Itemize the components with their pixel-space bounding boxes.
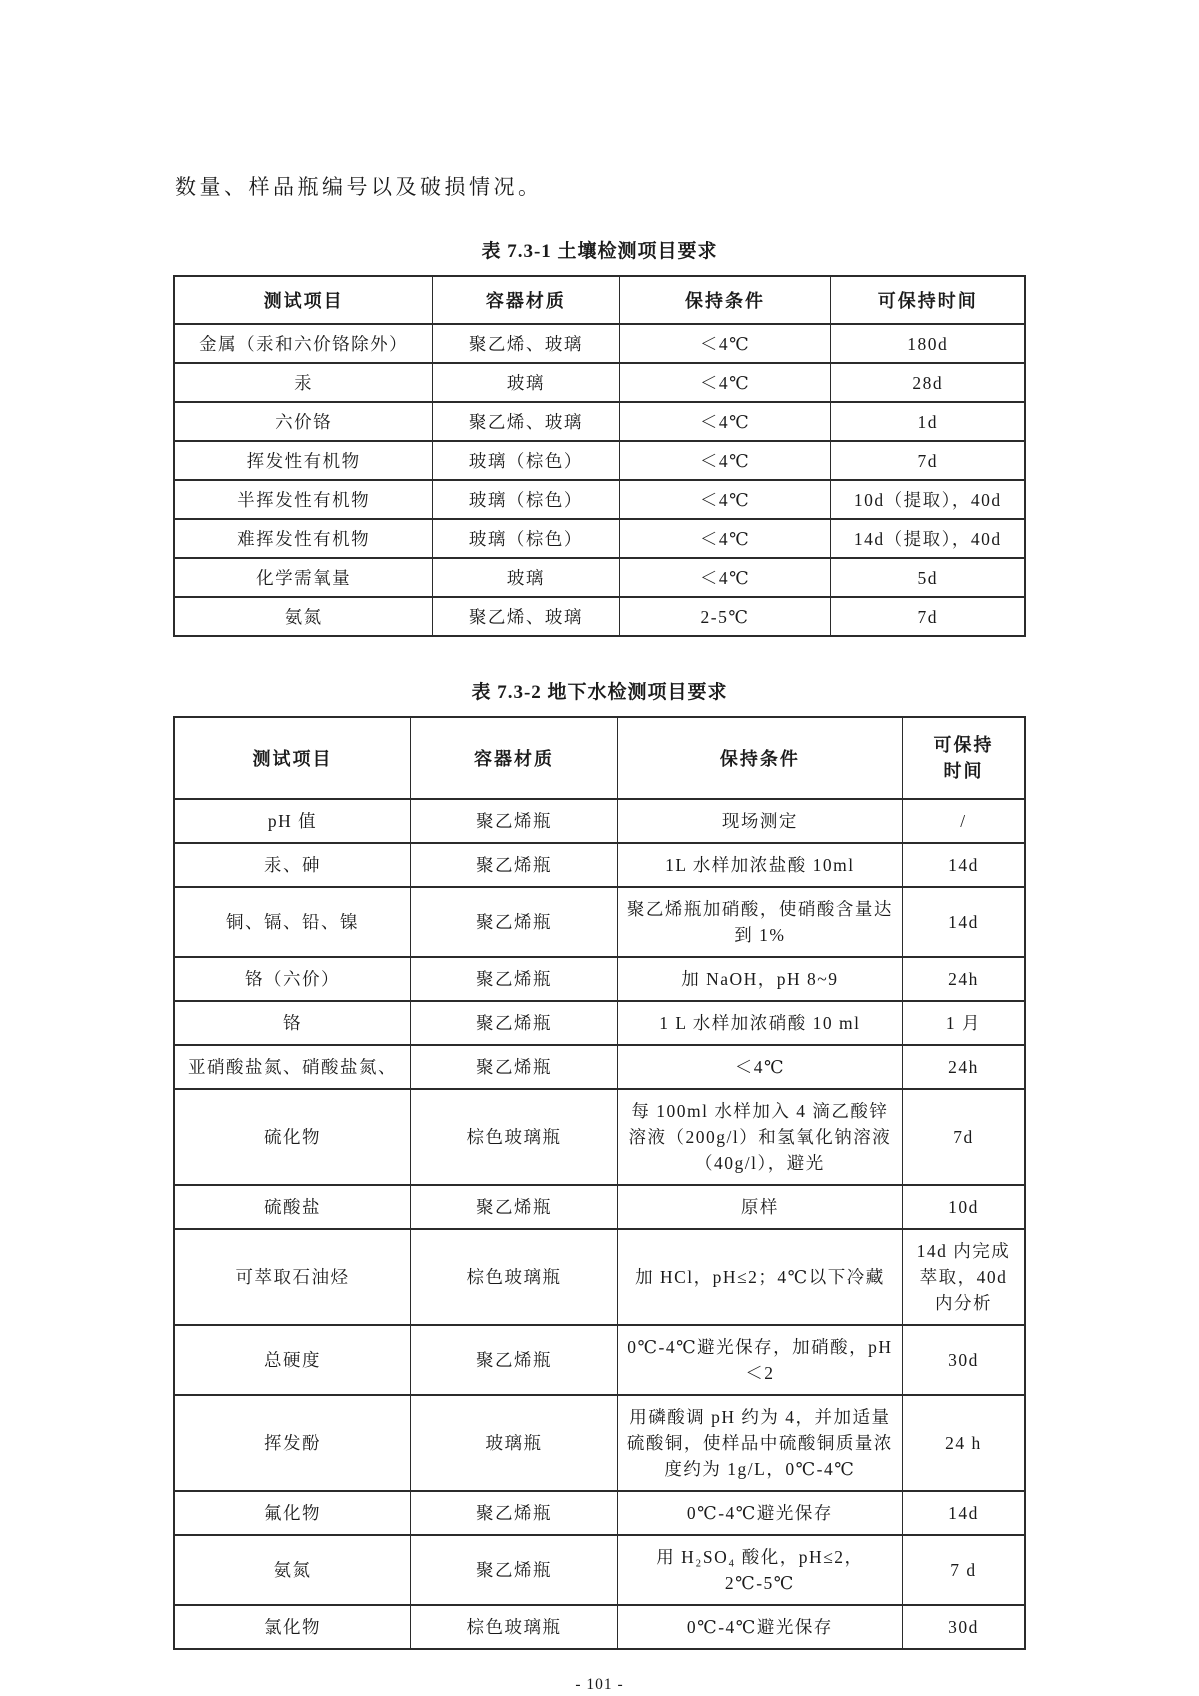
table-cell: 原样 — [617, 1185, 902, 1229]
column-header-holding-time: 可保持时间 — [831, 276, 1025, 324]
table-cell: 铜、镉、铅、镍 — [174, 887, 411, 957]
table-row — [174, 597, 1025, 636]
table-cell: 聚乙烯瓶 — [411, 1491, 618, 1535]
table-cell: 24h — [902, 957, 1025, 1001]
table-row — [174, 1491, 1025, 1535]
table-cell: 14d — [902, 843, 1025, 887]
table-cell: 玻璃 — [433, 363, 619, 402]
table-row — [174, 402, 1025, 441]
table-row — [174, 1185, 1025, 1229]
table-cell: 1d — [831, 402, 1025, 441]
table-cell: 用 H₂SO₄ 酸化，pH≤2，2℃-5℃ — [617, 1535, 902, 1605]
table1-body — [174, 324, 1025, 636]
table-cell: 聚乙烯瓶 — [411, 1535, 618, 1605]
table-row — [174, 1395, 1025, 1491]
table-cell: 加 HCl，pH≤2；4℃以下冷藏 — [617, 1229, 902, 1325]
table-cell: 聚乙烯瓶 — [411, 887, 618, 957]
table-cell: 用磷酸调 pH 约为 4，并加适量硫酸铜，使样品中硫酸铜质量浓度约为 1g/L，0℃-4℃ — [617, 1395, 902, 1491]
table-cell: 0℃-4℃避光保存，加硝酸，pH＜2 — [617, 1325, 902, 1395]
table-cell: 玻璃（棕色） — [433, 519, 619, 558]
table-cell: 棕色玻璃瓶 — [411, 1229, 618, 1325]
table-cell: 7d — [831, 441, 1025, 480]
table-cell: 六价铬 — [174, 402, 433, 441]
table-cell: 24 h — [902, 1395, 1025, 1491]
table-cell: 30d — [902, 1325, 1025, 1395]
table-cell: 0℃-4℃避光保存 — [617, 1605, 902, 1649]
column-header-container-material: 容器材质 — [433, 276, 619, 324]
table-row — [174, 799, 1025, 843]
table-cell: 聚乙烯瓶 — [411, 1045, 618, 1089]
table-cell: 10d（提取），40d — [831, 480, 1025, 519]
table2-header-row — [174, 717, 1025, 799]
table-cell: 聚乙烯、玻璃 — [433, 402, 619, 441]
table-cell: 1 L 水样加浓硝酸 10 ml — [617, 1001, 902, 1045]
table-row — [174, 1535, 1025, 1605]
table-cell: 亚硝酸盐氮、硝酸盐氮、 — [174, 1045, 411, 1089]
column-header-test-item: 测试项目 — [174, 276, 433, 324]
table-cell: 14d — [902, 887, 1025, 957]
table-cell: 硫化物 — [174, 1089, 411, 1185]
table-row — [174, 519, 1025, 558]
table-cell: ＜4℃ — [619, 519, 831, 558]
table-row — [174, 843, 1025, 887]
table-cell: 汞 — [174, 363, 433, 402]
table-cell: 玻璃（棕色） — [433, 480, 619, 519]
table-cell: 0℃-4℃避光保存 — [617, 1491, 902, 1535]
column-header-test-item: 测试项目 — [174, 717, 411, 799]
column-header-holding-condition: 保持条件 — [617, 717, 902, 799]
table-row — [174, 480, 1025, 519]
table-cell: 总硬度 — [174, 1325, 411, 1395]
column-header-holding-time: 可保持时间 — [902, 717, 1025, 799]
table-cell: 化学需氧量 — [174, 558, 433, 597]
table-cell: 加 NaOH，pH 8~9 — [617, 957, 902, 1001]
table-cell: 14d — [902, 1491, 1025, 1535]
table-cell: / — [902, 799, 1025, 843]
table1-title: 表 7.3-1 土壤检测项目要求 — [481, 241, 718, 262]
table-row — [174, 1325, 1025, 1395]
table-cell: 24h — [902, 1045, 1025, 1089]
table-cell: 28d — [831, 363, 1025, 402]
table-cell: 氨氮 — [174, 597, 433, 636]
table-cell: 180d — [831, 324, 1025, 363]
table-cell: 玻璃瓶 — [411, 1395, 618, 1491]
table-cell: 氯化物 — [174, 1605, 411, 1649]
soil-test-table — [173, 275, 1026, 637]
table-cell: ＜4℃ — [619, 480, 831, 519]
groundwater-test-table — [173, 716, 1026, 1650]
table-cell: 聚乙烯瓶 — [411, 799, 618, 843]
table-cell: 玻璃（棕色） — [433, 441, 619, 480]
table-cell: ＜4℃ — [617, 1045, 902, 1089]
column-header-holding-condition: 保持条件 — [619, 276, 831, 324]
table2-body — [174, 799, 1025, 1649]
table-row — [174, 887, 1025, 957]
table-cell: 棕色玻璃瓶 — [411, 1605, 618, 1649]
table-cell: 聚乙烯、玻璃 — [433, 597, 619, 636]
table-row — [174, 1001, 1025, 1045]
table-row — [174, 324, 1025, 363]
table-row — [174, 558, 1025, 597]
table-cell: 1 月 — [902, 1001, 1025, 1045]
table-cell: ＜4℃ — [619, 402, 831, 441]
page-number: - 101 - — [575, 1676, 624, 1693]
table-cell: 1L 水样加浓盐酸 10ml — [617, 843, 902, 887]
table-cell: 7 d — [902, 1535, 1025, 1605]
table-cell: 汞、砷 — [174, 843, 411, 887]
table-cell: 7d — [831, 597, 1025, 636]
table-cell: 2-5℃ — [619, 597, 831, 636]
table-cell: 棕色玻璃瓶 — [411, 1089, 618, 1185]
table-cell: 30d — [902, 1605, 1025, 1649]
table-cell: 聚乙烯、玻璃 — [433, 324, 619, 363]
table-cell: 硫酸盐 — [174, 1185, 411, 1229]
table-cell: 难挥发性有机物 — [174, 519, 433, 558]
table-cell: 半挥发性有机物 — [174, 480, 433, 519]
table-row — [174, 441, 1025, 480]
table-cell: 14d（提取），40d — [831, 519, 1025, 558]
paragraph-text: 数量、样品瓶编号以及破损情况。 — [175, 175, 543, 199]
table-cell: 玻璃 — [433, 558, 619, 597]
table1-header-row — [174, 276, 1025, 324]
table-cell: 聚乙烯瓶 — [411, 1185, 618, 1229]
table-cell: 5d — [831, 558, 1025, 597]
table-row — [174, 1089, 1025, 1185]
table-cell: 聚乙烯瓶加硝酸，使硝酸含量达到 1% — [617, 887, 902, 957]
table-cell: 聚乙烯瓶 — [411, 843, 618, 887]
table-cell: 每 100ml 水样加入 4 滴乙酸锌溶液（200g/l）和氢氧化钠溶液（40g/l），避光 — [617, 1089, 902, 1185]
table-cell: 铬（六价） — [174, 957, 411, 1001]
table-cell: 挥发性有机物 — [174, 441, 433, 480]
table-cell: 挥发酚 — [174, 1395, 411, 1491]
table-row — [174, 1605, 1025, 1649]
table-cell: ＜4℃ — [619, 363, 831, 402]
table-cell: 聚乙烯瓶 — [411, 957, 618, 1001]
table-cell: 10d — [902, 1185, 1025, 1229]
table-cell: 现场测定 — [617, 799, 902, 843]
table-row — [174, 957, 1025, 1001]
table-row — [174, 1229, 1025, 1325]
column-header-container-material: 容器材质 — [411, 717, 618, 799]
table-cell: 可萃取石油烃 — [174, 1229, 411, 1325]
table-cell: ＜4℃ — [619, 558, 831, 597]
table-cell: 聚乙烯瓶 — [411, 1001, 618, 1045]
table2-title: 表 7.3-2 地下水检测项目要求 — [471, 682, 728, 703]
table-cell: ＜4℃ — [619, 441, 831, 480]
table-cell: 氨氮 — [174, 1535, 411, 1605]
table-cell: pH 值 — [174, 799, 411, 843]
table-cell: 7d — [902, 1089, 1025, 1185]
document-page — [173, 0, 1026, 1694]
table-cell: 14d 内完成萃取，40d 内分析 — [902, 1229, 1025, 1325]
table-cell: 聚乙烯瓶 — [411, 1325, 618, 1395]
table-row — [174, 1045, 1025, 1089]
table-cell: 金属（汞和六价铬除外） — [174, 324, 433, 363]
table-cell: 氟化物 — [174, 1491, 411, 1535]
table-cell: 铬 — [174, 1001, 411, 1045]
table-row — [174, 363, 1025, 402]
table-cell: ＜4℃ — [619, 324, 831, 363]
